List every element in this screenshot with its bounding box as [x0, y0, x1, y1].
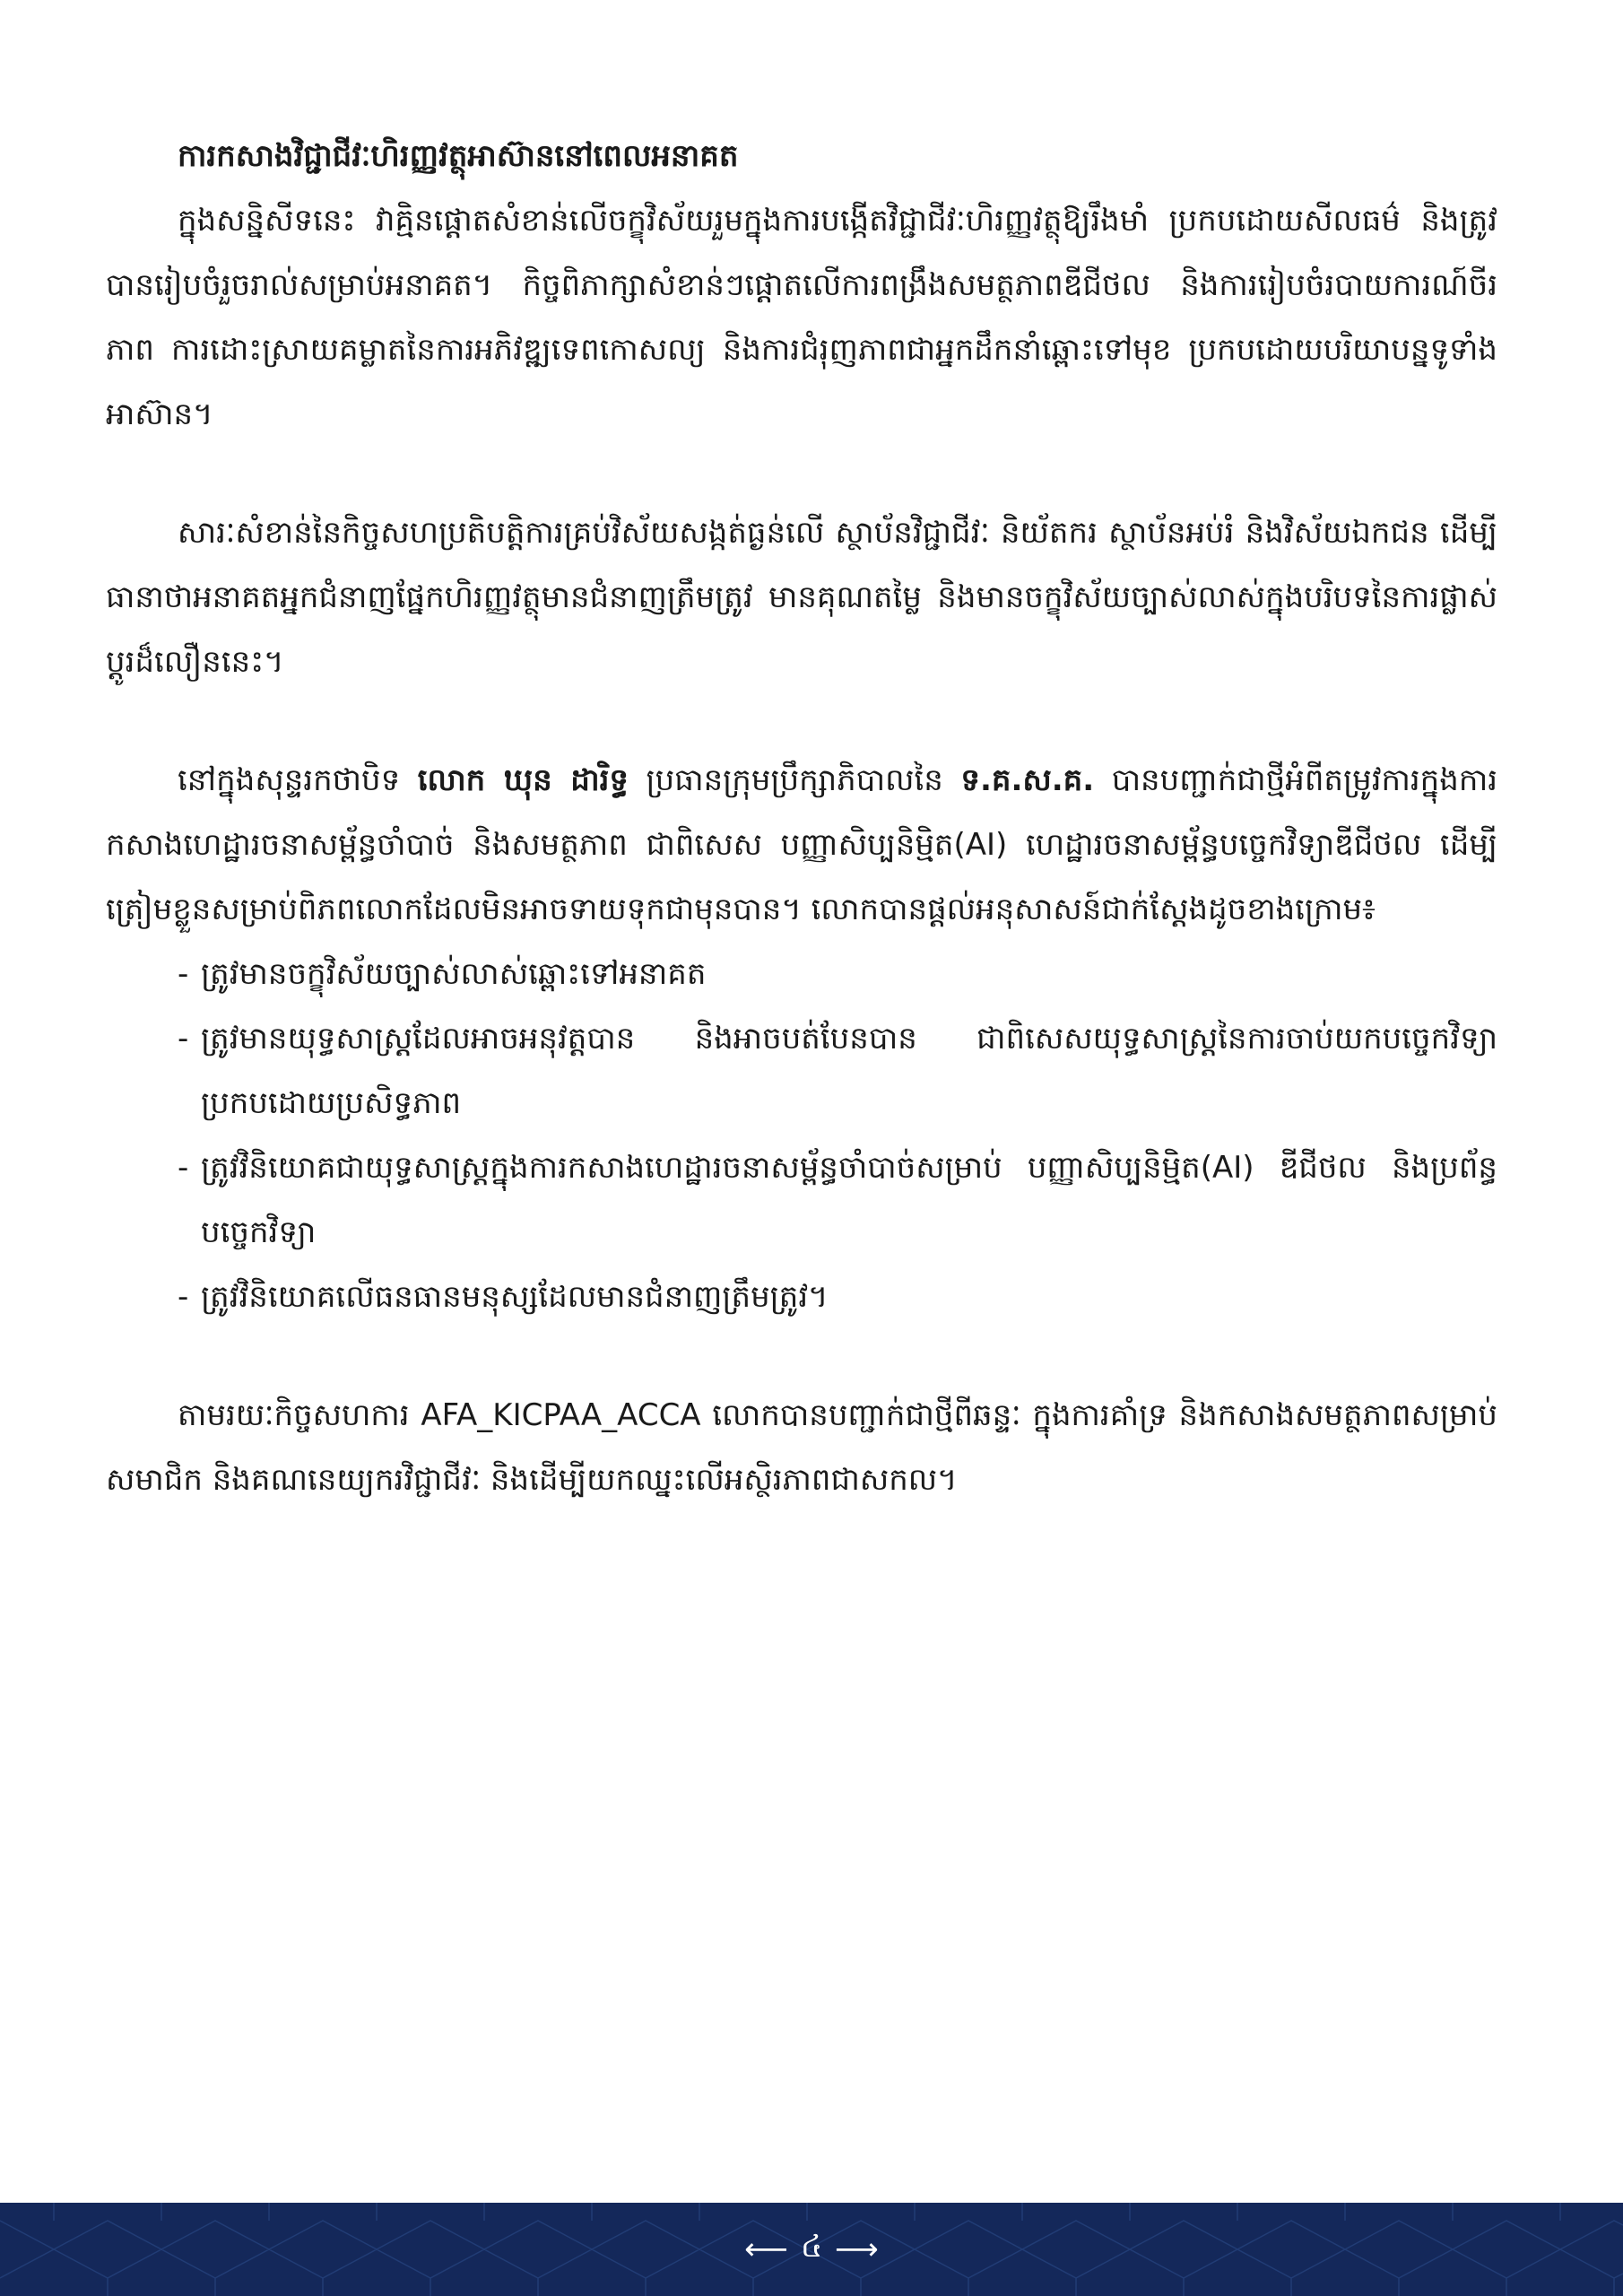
paragraph-closing-speech-mid: ប្រធានក្រុមប្រឹក្សាភិបាលនៃ: [629, 762, 961, 798]
paragraph-collaboration: តាមរយៈកិច្ចសហការ AFA_KICPAA_ACCA លោកបានបញ្ជាក់ជាថ្មីពីឆន្ទៈ ក្នុងការគាំទ្រ និងកសាងសមត្ថភាពសម្រាប់សមាជិក និងគណនេយ្យករវិជ្ជាជីវៈ និងដើម្បីយកឈ្នះលើអស្ថិរភាពជាសកល។: [106, 1397, 1497, 1498]
organization-abbreviation: ទ.គ.ស.គ.: [960, 762, 1095, 798]
section-heading: ការកសាងវិជ្ជាជីវៈហិរញ្ញវត្ថុអាស៊ាននៅពេលអនាគត: [178, 138, 739, 174]
document-body: [106, 124, 1497, 1512]
footer-band: [0, 2203, 1623, 2296]
page-number-group: [0, 2203, 1623, 2296]
recommendation-list: [106, 942, 1497, 1329]
list-item: - ត្រូវវិនិយោគជាយុទ្ធសាស្ត្រក្នុងការកសាងហេដ្ឋារចនាសម្ព័ន្ធចាំបាច់សម្រាប់ បញ្ញាសិប្បនិម្មិត(AI) ឌីជីថល និងប្រព័ន្ធបច្ចេកវិទ្យា: [178, 1135, 1497, 1265]
ornament-right-icon: ⟶: [835, 2231, 879, 2267]
ornament-left-icon: ⟵: [744, 2231, 788, 2267]
list-item: - ត្រូវវិនិយោគលើធនធានមនុស្សដែលមានជំនាញត្រឹមត្រូវ។: [178, 1265, 1497, 1329]
page-number: ៤: [800, 2229, 823, 2265]
paragraph-closing-speech-start: នៅក្នុងសុន្ទរកថាបិទ: [178, 762, 418, 798]
paragraph-closing-speech-end: បានបញ្ជាក់ជាថ្មីអំពីតម្រូវការក្នុងការកសាងហេដ្ឋារចនាសម្ព័ន្ធចាំបាច់ និងសមត្ថភាព ជាពិសេស បញ្ញាសិប្បនិម្មិត(AI) ហេដ្ឋារចនាសម្ព័ន្ធបច្ចេកវិទ្យាឌីជីថល ដើម្បីត្រៀមខ្លួនសម្រាប់ពិភពលោកដែលមិនអាចទាយទុកជាមុនបាន។ លោកបានផ្ដល់អនុសាសន៍ជាក់ស្ដែងដូចខាងក្រោម៖: [106, 762, 1498, 927]
paragraph-cooperation: សារៈសំខាន់នៃកិច្ចសហប្រតិបត្តិការគ្រប់វិស័យសង្កត់ធ្ងន់លើ ស្ថាប័នវិជ្ជាជីវៈ និយ័តករ ស្ថាប័នអប់រំ និងវិស័យឯកជន ដើម្បីធានាថាអនាគតអ្នកជំនាញផ្នែកហិរញ្ញវត្ថុមានជំនាញត្រឹមត្រូវ មានគុណតម្លៃ និងមានចក្ខុវិស័យច្បាស់លាស់ក្នុងបរិបទនៃការផ្លាស់ប្ដូរដ៏លឿននេះ។: [106, 515, 1497, 680]
speaker-name: លោក ឃុន ដារិទ្ធ: [417, 762, 629, 798]
list-item: - ត្រូវមានចក្ខុវិស័យច្បាស់លាស់ឆ្ពោះទៅអនាគត: [178, 942, 1497, 1006]
list-item: - ត្រូវមានយុទ្ធសាស្ត្រដែលអាចអនុវត្តបាន និងអាចបត់បែនបាន ជាពិសេសយុទ្ធសាស្ត្រនៃការចាប់យកបច្ចេកវិទ្យាប្រកបដោយប្រសិទ្ធភាព: [178, 1006, 1497, 1135]
spacer: [106, 1329, 1497, 1383]
paragraph-closing-speech: [106, 748, 1497, 942]
paragraph-intro: ក្នុងសន្និសីទនេះ វាគ្មិនផ្ដោតសំខាន់លើចក្ខុវិស័យរួមក្នុងការបង្កើតវិជ្ជាជីវៈហិរញ្ញវត្ថុឱ្យរឹងមាំ ប្រកបដោយសីលធម៌ និងត្រូវបានរៀបចំរួចរាល់សម្រាប់អនាគត។ កិច្ចពិភាក្សាសំខាន់ៗផ្ដោតលើការពង្រឹងសមត្ថភាពឌីជីថល និងការរៀបចំរបាយការណ៍ចីរភាព ការដោះស្រាយគម្លាតនៃការអភិវឌ្ឍទេពកោសល្យ និងការជំរុញភាពជាអ្នកដឹកនាំឆ្ពោះទៅមុខ ប្រកបដោយបរិយាបន្នទូទាំងអាស៊ាន។: [106, 203, 1497, 432]
